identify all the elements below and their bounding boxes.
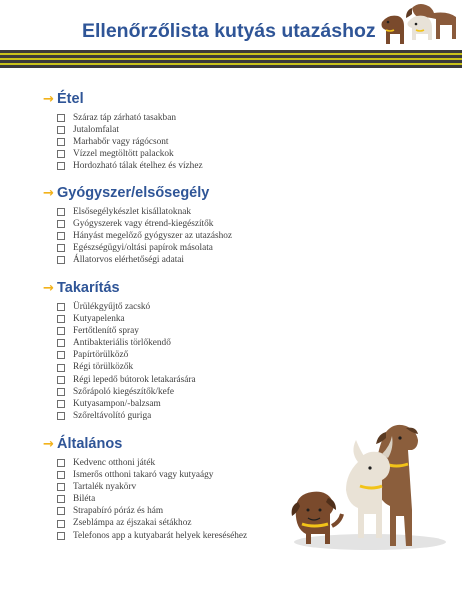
- list-item: [57, 160, 203, 172]
- section-cleaning: [43, 278, 196, 422]
- header-band: [0, 50, 462, 68]
- item-label: Hányást megelőző gyógyszer az utazáshoz: [73, 231, 233, 242]
- checkbox-icon[interactable]: [57, 400, 65, 408]
- checkbox-icon[interactable]: [57, 339, 65, 347]
- list-item: [57, 313, 196, 325]
- arrow-right-icon: →: [43, 280, 54, 296]
- list-item: [57, 301, 196, 313]
- list-item: [57, 254, 232, 266]
- checkbox-icon[interactable]: [57, 244, 65, 252]
- page-title: Ellenőrzőlista kutyás utazáshoz: [82, 20, 376, 42]
- checkbox-icon[interactable]: [57, 150, 65, 158]
- item-label: Szőrápoló kiegészítők/kefe: [73, 386, 174, 397]
- checkbox-icon[interactable]: [57, 412, 65, 420]
- item-label: Régi lepedő bútorok letakarására: [73, 374, 196, 385]
- list-item: [57, 325, 196, 337]
- list-item: [57, 349, 196, 361]
- item-label: Biléta: [73, 494, 96, 505]
- dogs-illustration: [286, 420, 448, 555]
- item-label: Tartalék nyakörv: [73, 482, 137, 493]
- item-label: Elsősegélykészlet kisállatoknak: [73, 207, 191, 217]
- section-header: [43, 183, 232, 203]
- checklist: [43, 206, 232, 266]
- list-item: [57, 206, 232, 218]
- item-label: Vízzel megtöltött palackok: [73, 149, 174, 160]
- section-title: Gyógyszer/elsősegély: [57, 185, 210, 201]
- checklist: [43, 457, 247, 542]
- list-item: [57, 374, 196, 386]
- item-label: Régi törülközők: [73, 362, 134, 373]
- item-label: Hordozható tálak ételhez és vízhez: [73, 161, 203, 172]
- checklist: [43, 112, 203, 172]
- checkbox-icon[interactable]: [57, 138, 65, 146]
- checkbox-icon[interactable]: [57, 459, 65, 467]
- checkbox-icon[interactable]: [57, 327, 65, 335]
- section-header: [43, 278, 196, 298]
- checkbox-icon[interactable]: [57, 256, 65, 264]
- list-item: [57, 136, 203, 148]
- section-header: [43, 434, 247, 454]
- checkbox-icon[interactable]: [57, 388, 65, 396]
- list-item: [57, 517, 247, 529]
- list-item: [57, 148, 203, 160]
- checklist: [43, 301, 196, 422]
- item-label: Szőreltávolító guriga: [73, 410, 152, 421]
- item-label: Gyógyszerek vagy étrend-kiegészítők: [73, 219, 214, 230]
- list-item: [57, 361, 196, 373]
- item-label: Ismerős otthoni takaró vagy kutyaágy: [73, 470, 214, 481]
- arrow-right-icon: →: [43, 436, 54, 452]
- checkbox-icon[interactable]: [57, 520, 65, 528]
- list-item: [57, 505, 247, 517]
- section-header: [43, 89, 203, 109]
- arrow-right-icon: →: [43, 91, 54, 107]
- checkbox-icon[interactable]: [57, 303, 65, 311]
- item-label: Telefonos app a kutyabarát helyek kereséséhez: [73, 530, 248, 541]
- list-item: [57, 469, 247, 481]
- item-label: Ürülékgyűjtő zacskó: [73, 302, 151, 312]
- list-item: [57, 530, 247, 542]
- section-medicine: [43, 183, 232, 266]
- list-item: [57, 242, 232, 254]
- list-item: [57, 457, 247, 469]
- item-label: Antibakteriális törlőkendő: [73, 338, 171, 349]
- list-item: [57, 481, 247, 493]
- checkbox-icon[interactable]: [57, 126, 65, 134]
- checkbox-icon[interactable]: [57, 507, 65, 515]
- item-label: Marhabőr vagy rágócsont: [73, 137, 169, 148]
- section-title: Takarítás: [57, 280, 120, 296]
- checkbox-icon[interactable]: [57, 495, 65, 503]
- list-item: [57, 124, 203, 136]
- checkbox-icon[interactable]: [57, 483, 65, 491]
- section-title: Étel: [57, 91, 84, 107]
- list-item: [57, 230, 232, 242]
- item-label: Száraz táp zárható tasakban: [73, 113, 176, 123]
- item-label: Állatorvos elérhetőségi adatai: [73, 255, 185, 266]
- list-item: [57, 493, 247, 505]
- item-label: Kutyapelenka: [73, 314, 125, 325]
- item-label: Kedvenc otthoni játék: [73, 458, 156, 468]
- checkbox-icon[interactable]: [57, 532, 65, 540]
- checkbox-icon[interactable]: [57, 114, 65, 122]
- checkbox-icon[interactable]: [57, 220, 65, 228]
- list-item: [57, 410, 196, 422]
- list-item: [57, 386, 196, 398]
- section-general: [43, 434, 247, 542]
- item-label: Zseblámpa az éjszakai sétákhoz: [73, 518, 192, 529]
- item-label: Egészségügyi/oltási papírok másolata: [73, 243, 213, 254]
- item-label: Papírtörülköző: [73, 350, 129, 361]
- list-item: [57, 398, 196, 410]
- section-food: [43, 89, 203, 172]
- checkbox-icon[interactable]: [57, 364, 65, 372]
- item-label: Strapabíró póráz és hám: [73, 506, 164, 517]
- arrow-right-icon: →: [43, 185, 54, 201]
- header-dogs-illustration: [372, 0, 462, 50]
- item-label: Jutalomfalat: [73, 125, 119, 136]
- item-label: Fertőtlenítő spray: [73, 326, 139, 337]
- checkbox-icon[interactable]: [57, 315, 65, 323]
- list-item: [57, 218, 232, 230]
- item-label: Kutyasampon/-balzsam: [73, 398, 161, 409]
- checkbox-icon[interactable]: [57, 208, 65, 216]
- checkbox-icon[interactable]: [57, 376, 65, 384]
- section-title: Általános: [57, 436, 123, 452]
- checkbox-icon[interactable]: [57, 232, 65, 240]
- checkbox-icon[interactable]: [57, 162, 65, 170]
- list-item: [57, 337, 196, 349]
- checkbox-icon[interactable]: [57, 351, 65, 359]
- list-item: [57, 112, 203, 124]
- checkbox-icon[interactable]: [57, 471, 65, 479]
